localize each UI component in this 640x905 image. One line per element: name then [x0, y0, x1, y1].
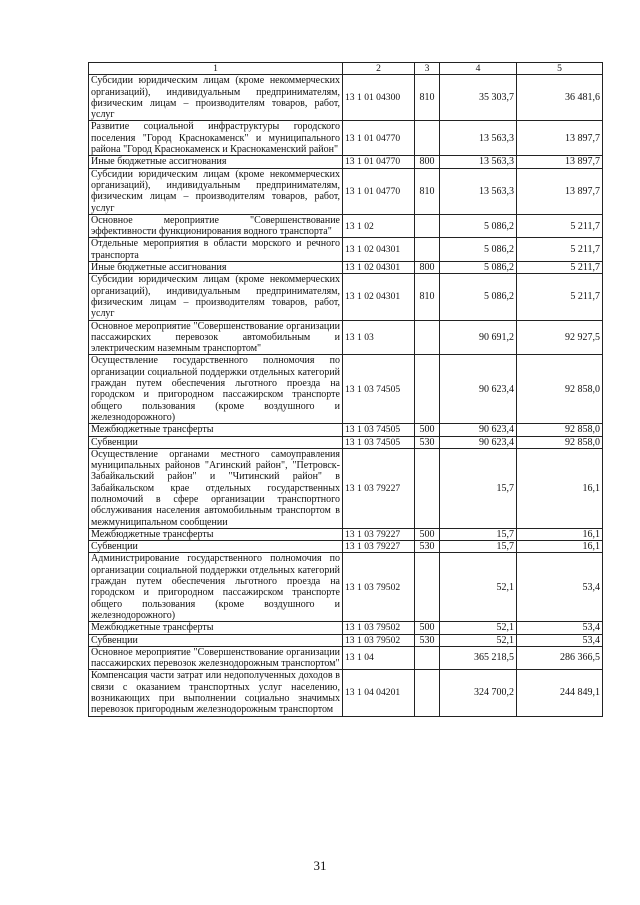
row-name-cell: Осуществление органами местного самоуправления муниципальных районов "Агинский район", "Петровск-Забайкальский район" и "Читинский район" в Забайкальском крае отдельных государственных полномочий в сфере организации транспортного обслуживания населения автомобильным транспортом в межмуниципальном сообщении: [89, 448, 343, 528]
row-name-cell: Субвенции: [89, 541, 343, 553]
row-expense-type-cell: [415, 355, 440, 424]
table-row: [89, 436, 603, 448]
row-amount-year2-cell: 286 366,5: [517, 646, 603, 670]
row-name-cell: Отдельные мероприятия в области морского и речного транспорта: [89, 238, 343, 262]
column-header: 5: [517, 63, 603, 75]
row-expense-type-cell: [415, 320, 440, 355]
row-code-cell: 13 1 01 04770: [343, 168, 415, 214]
row-name-cell: Основное мероприятие "Совершенствование организации пассажирских перевозок железнодорожным транспортом": [89, 646, 343, 670]
table-row: [89, 541, 603, 553]
row-name-cell: Основное мероприятие "Совершенствование эффективности функционирования водного транспорта": [89, 214, 343, 238]
row-name-cell: Осуществление государственного полномочия по организации социальной поддержки отдельных категорий граждан путем обеспечения льготного проезда на городском и пригородном пассажирском транспорте общего пользования (кроме воздушного и железнодорожного): [89, 355, 343, 424]
row-amount-year2-cell: 13 897,7: [517, 121, 603, 156]
row-amount-year2-cell: 92 858,0: [517, 436, 603, 448]
row-code-cell: 13 1 03 79227: [343, 448, 415, 528]
row-amount-year1-cell: 13 563,3: [440, 168, 517, 214]
row-name-cell: Субсидии юридическим лицам (кроме некоммерческих организаций), индивидуальным предпринимателям, физическим лицам – производителям товаров, работ, услуг: [89, 274, 343, 320]
row-expense-type-cell: [415, 670, 440, 716]
row-expense-type-cell: 800: [415, 262, 440, 274]
row-amount-year1-cell: 52,1: [440, 634, 517, 646]
row-amount-year1-cell: 5 086,2: [440, 238, 517, 262]
row-name-cell: Иные бюджетные ассигнования: [89, 262, 343, 274]
row-amount-year1-cell: 13 563,3: [440, 121, 517, 156]
budget-table: [88, 62, 603, 717]
table-row: [89, 214, 603, 238]
row-code-cell: 13 1 02 04301: [343, 262, 415, 274]
row-name-cell: Иные бюджетные ассигнования: [89, 156, 343, 168]
page-number: 31: [313, 858, 327, 873]
row-code-cell: 13 1 03 74505: [343, 424, 415, 436]
row-name-cell: Администрирование государственного полномочия по организации социальной поддержки отдельных категорий граждан путем обеспечения льготного проезда на городском и пригородном пассажирском транспорте общего пользования (кроме воздушного и железнодорожного): [89, 553, 343, 622]
row-amount-year2-cell: 5 211,7: [517, 238, 603, 262]
row-expense-type-cell: 810: [415, 75, 440, 121]
row-amount-year2-cell: 53,4: [517, 622, 603, 634]
row-code-cell: 13 1 03 79227: [343, 528, 415, 540]
table-row: [89, 121, 603, 156]
row-code-cell: 13 1 03 79227: [343, 541, 415, 553]
row-name-cell: Межбюджетные трансферты: [89, 424, 343, 436]
row-amount-year2-cell: 92 858,0: [517, 355, 603, 424]
row-name-cell: Компенсация части затрат или недополученных доходов в связи с оказанием транспортных услуг населению, возникающих при выполнении социально значимых перевозок пригородным железнодорожным транспортом: [89, 670, 343, 716]
row-name-cell: Субвенции: [89, 634, 343, 646]
row-amount-year2-cell: 92 927,5: [517, 320, 603, 355]
table-row: [89, 448, 603, 528]
row-amount-year1-cell: 90 691,2: [440, 320, 517, 355]
row-code-cell: 13 1 01 04300: [343, 75, 415, 121]
row-code-cell: 13 1 01 04770: [343, 121, 415, 156]
row-expense-type-cell: 530: [415, 436, 440, 448]
row-expense-type-cell: 500: [415, 528, 440, 540]
row-amount-year1-cell: 13 563,3: [440, 156, 517, 168]
row-expense-type-cell: 810: [415, 274, 440, 320]
row-amount-year1-cell: 365 218,5: [440, 646, 517, 670]
row-amount-year1-cell: 5 086,2: [440, 274, 517, 320]
row-name-cell: Субвенции: [89, 436, 343, 448]
row-amount-year1-cell: 15,7: [440, 448, 517, 528]
row-amount-year2-cell: 53,4: [517, 553, 603, 622]
table-row: [89, 528, 603, 540]
row-expense-type-cell: [415, 553, 440, 622]
row-expense-type-cell: [415, 121, 440, 156]
row-expense-type-cell: 800: [415, 156, 440, 168]
row-name-cell: Межбюджетные трансферты: [89, 622, 343, 634]
row-amount-year2-cell: 5 211,7: [517, 214, 603, 238]
table-row: [89, 355, 603, 424]
row-amount-year1-cell: 5 086,2: [440, 214, 517, 238]
row-name-cell: Основное мероприятие "Совершенствование организации пассажирских перевозок автомобильным и электрическим наземным транспортом": [89, 320, 343, 355]
row-name-cell: Межбюджетные трансферты: [89, 528, 343, 540]
row-amount-year2-cell: 5 211,7: [517, 274, 603, 320]
row-amount-year1-cell: 15,7: [440, 528, 517, 540]
row-amount-year1-cell: 90 623,4: [440, 436, 517, 448]
row-amount-year1-cell: 5 086,2: [440, 262, 517, 274]
row-expense-type-cell: 530: [415, 541, 440, 553]
row-expense-type-cell: [415, 646, 440, 670]
row-amount-year2-cell: 16,1: [517, 541, 603, 553]
row-amount-year2-cell: 92 858,0: [517, 424, 603, 436]
column-header: 2: [343, 63, 415, 75]
row-amount-year1-cell: 324 700,2: [440, 670, 517, 716]
row-amount-year2-cell: 16,1: [517, 528, 603, 540]
row-code-cell: 13 1 02 04301: [343, 238, 415, 262]
row-code-cell: 13 1 03 79502: [343, 553, 415, 622]
row-amount-year1-cell: 90 623,4: [440, 355, 517, 424]
row-amount-year1-cell: 52,1: [440, 553, 517, 622]
row-code-cell: 13 1 03 79502: [343, 634, 415, 646]
column-header: 4: [440, 63, 517, 75]
row-expense-type-cell: [415, 238, 440, 262]
row-amount-year2-cell: 13 897,7: [517, 156, 603, 168]
table-row: [89, 424, 603, 436]
row-code-cell: 13 1 04 04201: [343, 670, 415, 716]
budget-table-body: [89, 63, 603, 717]
row-amount-year2-cell: 13 897,7: [517, 168, 603, 214]
row-code-cell: 13 1 03 79502: [343, 622, 415, 634]
row-code-cell: 13 1 02: [343, 214, 415, 238]
row-code-cell: 13 1 03: [343, 320, 415, 355]
column-header: 1: [89, 63, 343, 75]
row-expense-type-cell: [415, 448, 440, 528]
row-expense-type-cell: 810: [415, 168, 440, 214]
row-name-cell: Субсидии юридическим лицам (кроме некоммерческих организаций), индивидуальным предпринимателям, физическим лицам – производителям товаров, работ, услуг: [89, 75, 343, 121]
row-amount-year1-cell: 35 303,7: [440, 75, 517, 121]
table-row: [89, 634, 603, 646]
table-header-row: [89, 63, 603, 75]
row-expense-type-cell: 530: [415, 634, 440, 646]
table-row: [89, 646, 603, 670]
row-amount-year1-cell: 15,7: [440, 541, 517, 553]
row-amount-year2-cell: 36 481,6: [517, 75, 603, 121]
row-name-cell: Развитие социальной инфраструктуры городского поселения "Город Краснокаменск" и муниципального района "Город Краснокаменск и Краснокаменский район": [89, 121, 343, 156]
row-code-cell: 13 1 03 74505: [343, 355, 415, 424]
table-row: [89, 320, 603, 355]
table-row: [89, 262, 603, 274]
row-amount-year1-cell: 90 623,4: [440, 424, 517, 436]
table-row: [89, 168, 603, 214]
row-amount-year2-cell: 244 849,1: [517, 670, 603, 716]
row-name-cell: Субсидии юридическим лицам (кроме некоммерческих организаций), индивидуальным предпринимателям, физическим лицам – производителям товаров, работ, услуг: [89, 168, 343, 214]
row-expense-type-cell: 500: [415, 622, 440, 634]
table-row: [89, 274, 603, 320]
row-expense-type-cell: [415, 214, 440, 238]
row-amount-year2-cell: 16,1: [517, 448, 603, 528]
row-code-cell: 13 1 01 04770: [343, 156, 415, 168]
table-row: [89, 622, 603, 634]
row-code-cell: 13 1 02 04301: [343, 274, 415, 320]
row-amount-year2-cell: 5 211,7: [517, 262, 603, 274]
row-code-cell: 13 1 04: [343, 646, 415, 670]
table-row: [89, 553, 603, 622]
row-expense-type-cell: 500: [415, 424, 440, 436]
row-amount-year2-cell: 53,4: [517, 634, 603, 646]
column-header: 3: [415, 63, 440, 75]
row-amount-year1-cell: 52,1: [440, 622, 517, 634]
table-row: [89, 156, 603, 168]
table-row: [89, 670, 603, 716]
table-row: [89, 238, 603, 262]
table-row: [89, 75, 603, 121]
row-code-cell: 13 1 03 74505: [343, 436, 415, 448]
